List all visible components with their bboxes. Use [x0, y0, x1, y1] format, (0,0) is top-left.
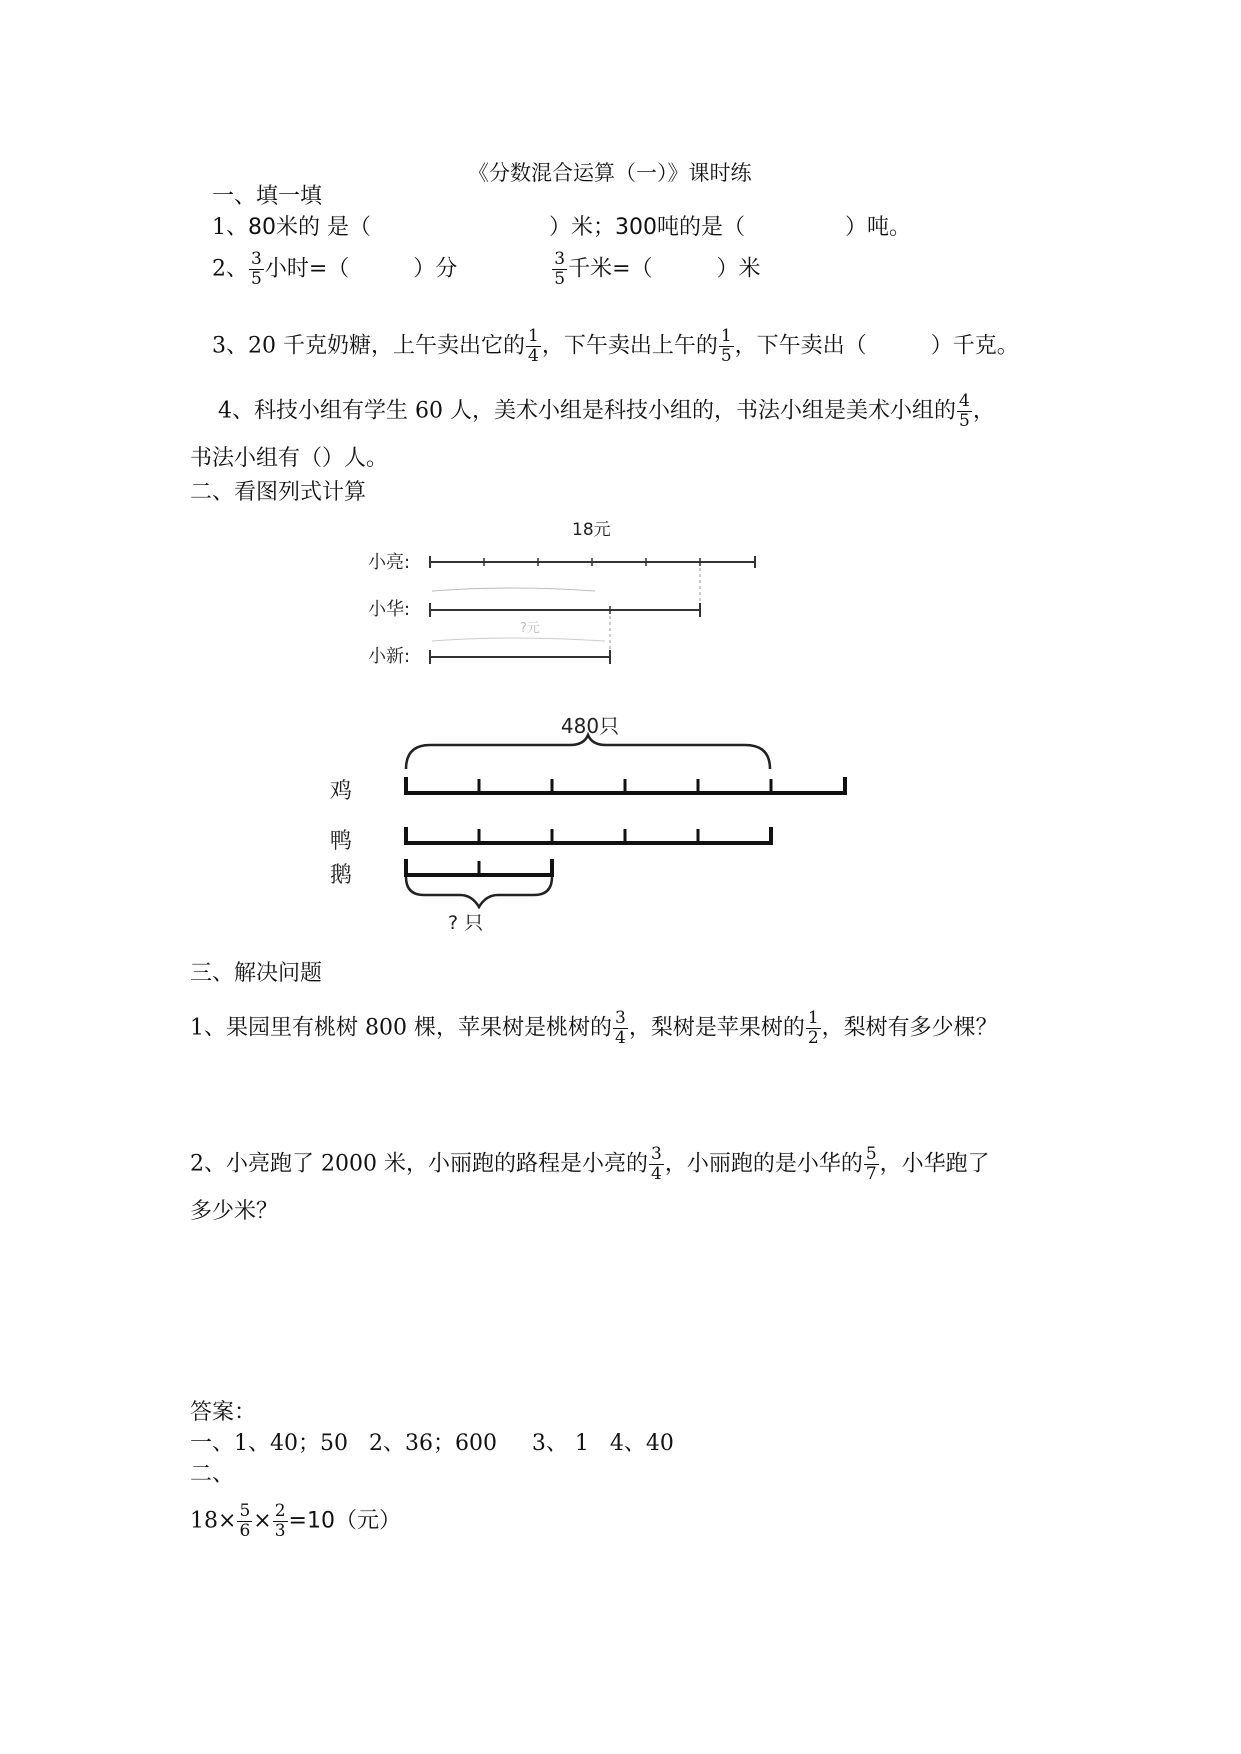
formula-times: ×: [253, 1508, 272, 1534]
section2-heading: 二、看图列式计算: [190, 480, 367, 505]
q3-number: 3、: [212, 333, 248, 359]
q2-text-d: ）米: [716, 256, 761, 282]
p2-text-c: ，小华跑了: [879, 1151, 990, 1177]
problem-3-1: [190, 1009, 998, 1048]
p1-text-a: 1、果园里有桃树 800 棵，苹果树是桃树的: [190, 1015, 612, 1041]
money-line-diagram: [360, 515, 780, 675]
fraction: $\frac{2}{3}$: [274, 1501, 286, 1541]
q3-text-c: ，下午卖出（: [734, 333, 867, 359]
q2-text-a: 小时=（: [264, 256, 350, 282]
question-1-2: [212, 250, 761, 289]
q1-text-b: ）米；: [549, 215, 616, 240]
q3-text-b: ，下午卖出上午的: [541, 333, 718, 359]
fraction: $\frac{3}{5}$: [554, 249, 566, 289]
fraction: $\frac{3}{4}$: [614, 1008, 626, 1048]
q2-number: 2、: [212, 256, 248, 282]
total-animal-label: 480只: [560, 714, 620, 738]
fraction: $\frac{5}{6}$: [239, 1501, 251, 1541]
animal-line-diagram: [320, 705, 860, 955]
p2-text-b: ，小丽跑的是小华的: [664, 1151, 863, 1177]
question-1-1: [212, 214, 911, 242]
fraction: $\frac{5}{7}$: [865, 1144, 877, 1184]
q1-value-80: 80: [248, 215, 276, 240]
p1-text-c: ，梨树有多少棵？: [821, 1015, 998, 1041]
label-duck: 鸭: [330, 829, 353, 854]
fraction: $\frac{3}{4}$: [650, 1144, 662, 1184]
label-xiaoxin: 小新:: [368, 646, 411, 667]
answer-formula: [190, 1502, 401, 1541]
question-1-3: [212, 327, 1019, 366]
p1-text-b: ，梨树是苹果树的: [628, 1015, 805, 1041]
label-xiaoliang: 小亮:: [368, 552, 411, 573]
question-1-4-cont: 书法小组有（）人。: [190, 446, 389, 471]
q2-text-b: ）分: [413, 256, 458, 282]
page-title: 《分数混合运算（一）》课时练: [468, 161, 752, 185]
q3-text-d: ）千克。: [930, 333, 1019, 359]
total-money-label: 18元: [572, 520, 611, 540]
q1-value-300: 300: [615, 215, 658, 240]
goose-question-label: ? 只: [448, 912, 484, 934]
label-chicken: 鸡: [330, 779, 353, 804]
p2-text-a: 2、小亮跑了 2000 米，小丽跑的路程是小亮的: [190, 1151, 648, 1177]
section1-heading: 一、填一填: [212, 184, 323, 209]
q3-text-a: 20 千克奶糖，上午卖出它的: [248, 333, 525, 359]
problem-3-2: [190, 1145, 990, 1184]
formula-unit: （元）: [334, 1508, 401, 1534]
q4-text-a: 4、科技小组有学生 60 人，美术小组是科技小组的，书法小组是美术小组的: [218, 398, 956, 424]
goose-brace: [406, 877, 552, 907]
faint-brace: [432, 588, 595, 591]
fraction: $\frac{1}{5}$: [720, 326, 732, 366]
section3-heading: 三、解决问题: [190, 961, 323, 986]
fraction: $\frac{1}{2}$: [807, 1008, 819, 1048]
fraction: $\frac{4}{5}$: [958, 391, 970, 431]
answers-heading: 答案：: [190, 1400, 257, 1425]
total-brace: [406, 735, 770, 769]
q2-text-c: 千米=（: [568, 256, 653, 282]
q1-text-d: ）吨。: [845, 215, 912, 240]
question-1-4: [218, 392, 995, 431]
faint-question-label: ?元: [520, 621, 540, 636]
fraction: $\frac{1}{4}$: [528, 326, 539, 366]
label-goose: 鹅: [330, 863, 353, 888]
answers-line-2: 二、: [190, 1462, 235, 1487]
q4-text-b: ，: [972, 398, 995, 424]
formula-result: =10: [288, 1508, 335, 1534]
answers-line-1: 一、1、40；50 2、36；600 3、 1 4、40: [190, 1431, 674, 1456]
formula-text-a: 18×: [190, 1508, 237, 1534]
problem-3-2-cont: 多少米？: [190, 1199, 279, 1224]
label-xiaohua: 小华:: [368, 599, 411, 620]
fraction: $\frac{3}{5}$: [251, 249, 262, 289]
q1-text-c: 吨的是（: [657, 215, 746, 240]
q1-number: 1、: [212, 215, 248, 240]
q1-text-a: 米的 是（: [276, 215, 371, 240]
